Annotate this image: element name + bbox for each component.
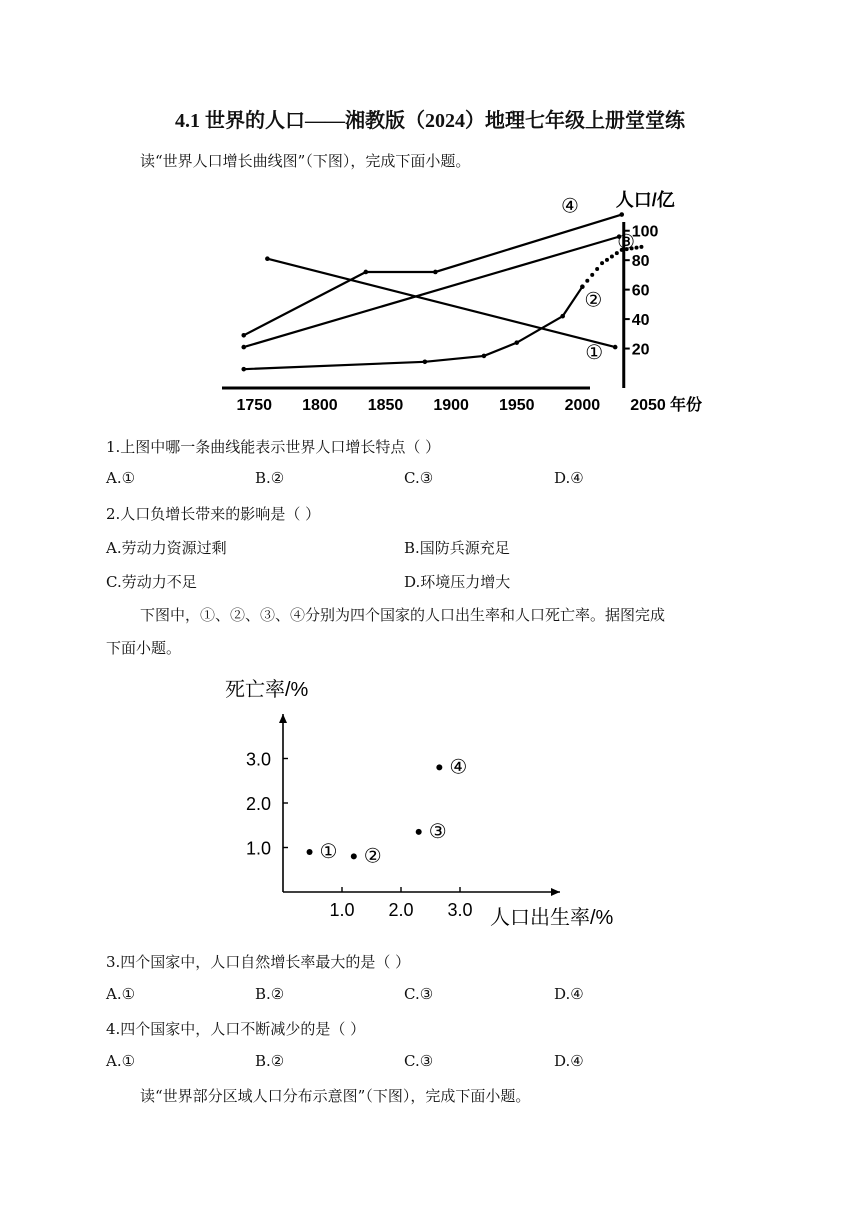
question-2-option-c: C.劳动力不足: [106, 573, 197, 591]
data-point: [241, 333, 246, 338]
x-tick-label: 3.0: [447, 900, 473, 920]
y-axis-title: 人口/亿: [615, 190, 675, 210]
data-point: [433, 270, 438, 275]
x-tick-label: 2000: [564, 397, 601, 414]
question-4-stem: 4.四个国家中，人口不断减少的是（ ）: [106, 1020, 366, 1038]
question-3-option-a: A.①: [106, 985, 136, 1003]
question-1-stem: 1.上图中哪一条曲线能表示世界人口增长特点（ ）: [106, 438, 441, 456]
question-2-option-b: B.国防兵源充足: [404, 539, 510, 557]
question-2-option-a: A.劳动力资源过剩: [106, 539, 227, 557]
series-label-2: ②: [584, 289, 603, 312]
y-tick-label: 3.0: [245, 749, 271, 770]
series-line-1: [267, 259, 615, 347]
scatter-label-2: ②: [363, 845, 382, 868]
series-label-3: ③: [617, 231, 636, 254]
data-point: [514, 340, 519, 345]
x-tick-label: 1.0: [329, 900, 355, 920]
x-axis-arrow: [551, 888, 560, 896]
question-1-option-d: D.④: [554, 469, 584, 487]
projection-dot: [610, 255, 614, 259]
question-1-option-a: A.①: [106, 469, 136, 487]
y-tick-label: 20: [631, 341, 650, 359]
question-2-stem: 2.人口负增长带来的影响是（ ）: [106, 505, 321, 523]
question-4-option-c: C.③: [404, 1052, 434, 1070]
series-label-4: ④: [561, 195, 579, 218]
question-4-option-b: B.②: [255, 1052, 285, 1070]
y-tick-label: 1.0: [245, 838, 271, 859]
question-1-option-c: C.③: [404, 469, 434, 487]
page-title: 4.1 世界的人口——湘教版（2024）地理七年级上册堂堂练: [175, 110, 685, 132]
question-3-option-d: D.④: [554, 985, 584, 1003]
scatter-point-4: [436, 764, 442, 770]
question-2-option-d: D.环境压力增大: [404, 573, 511, 591]
intro-paragraph-2-cont: 下面小题。: [106, 639, 182, 657]
x-axis-title: 人口出生率/%: [490, 907, 614, 929]
projection-dot: [595, 267, 599, 271]
population-growth-chart: [200, 182, 703, 414]
question-3-option-b: B.②: [255, 985, 285, 1003]
y-tick-label: 80: [631, 253, 650, 271]
data-point: [482, 354, 487, 359]
projection-dot: [635, 246, 639, 250]
intro-paragraph-2: 下图中，①、②、③、④分别为四个国家的人口出生率和人口死亡率。据图完成: [140, 606, 666, 624]
scatter-label-4: ④: [449, 756, 468, 779]
question-4-option-d: D.④: [554, 1052, 584, 1070]
y-tick-label: 60: [631, 282, 650, 300]
data-point: [241, 367, 246, 372]
x-tick-label: 1950: [498, 397, 535, 414]
scatter-point-3: [416, 829, 422, 835]
y-tick-label: 40: [631, 312, 650, 330]
projection-dot: [605, 258, 609, 262]
birth-death-rate-chart: [215, 670, 645, 932]
x-tick-label: 2.0: [388, 900, 414, 920]
series-line-4: [244, 215, 622, 336]
series-line-3: [244, 237, 619, 347]
x-tick-label: 2050: [630, 397, 666, 414]
x-tick-label: 1900: [433, 397, 469, 414]
projection-dot: [585, 279, 589, 283]
scatter-label-1: ①: [319, 840, 338, 863]
question-1-option-b: B.②: [255, 469, 285, 487]
intro-paragraph-3: 读“世界部分区域人口分布示意图”（下图），完成下面小题。: [140, 1087, 531, 1105]
series-line-2: [244, 287, 583, 369]
data-point: [265, 256, 270, 261]
y-tick-label: 100: [631, 223, 659, 241]
x-tick-label: 1850: [367, 397, 404, 414]
data-point: [613, 345, 618, 350]
scatter-point-2: [351, 853, 357, 859]
series-label-1: ①: [585, 342, 604, 365]
intro-paragraph-1: 读“世界人口增长曲线图”（下图），完成下面小题。: [140, 152, 471, 170]
projection-dot: [639, 245, 643, 249]
y-axis-title: 死亡率/%: [225, 679, 309, 701]
projection-dot: [590, 273, 594, 277]
x-axis-title: 年份: [670, 397, 703, 414]
x-tick-label: 1750: [236, 397, 273, 414]
data-point: [580, 284, 585, 289]
data-point: [619, 212, 624, 217]
scatter-point-1: [307, 849, 313, 855]
data-point: [241, 345, 246, 350]
question-3-stem: 3.四个国家中，人口自然增长率最大的是（ ）: [106, 953, 411, 971]
x-tick-label: 1800: [302, 397, 338, 414]
question-3-option-c: C.③: [404, 985, 434, 1003]
data-point: [364, 270, 369, 275]
y-axis-arrow: [279, 714, 287, 723]
data-point: [423, 360, 428, 365]
scatter-label-3: ③: [428, 820, 447, 843]
question-4-option-a: A.①: [106, 1052, 136, 1070]
data-point: [560, 314, 565, 319]
y-tick-label: 2.0: [245, 794, 271, 814]
projection-dot: [600, 261, 604, 265]
